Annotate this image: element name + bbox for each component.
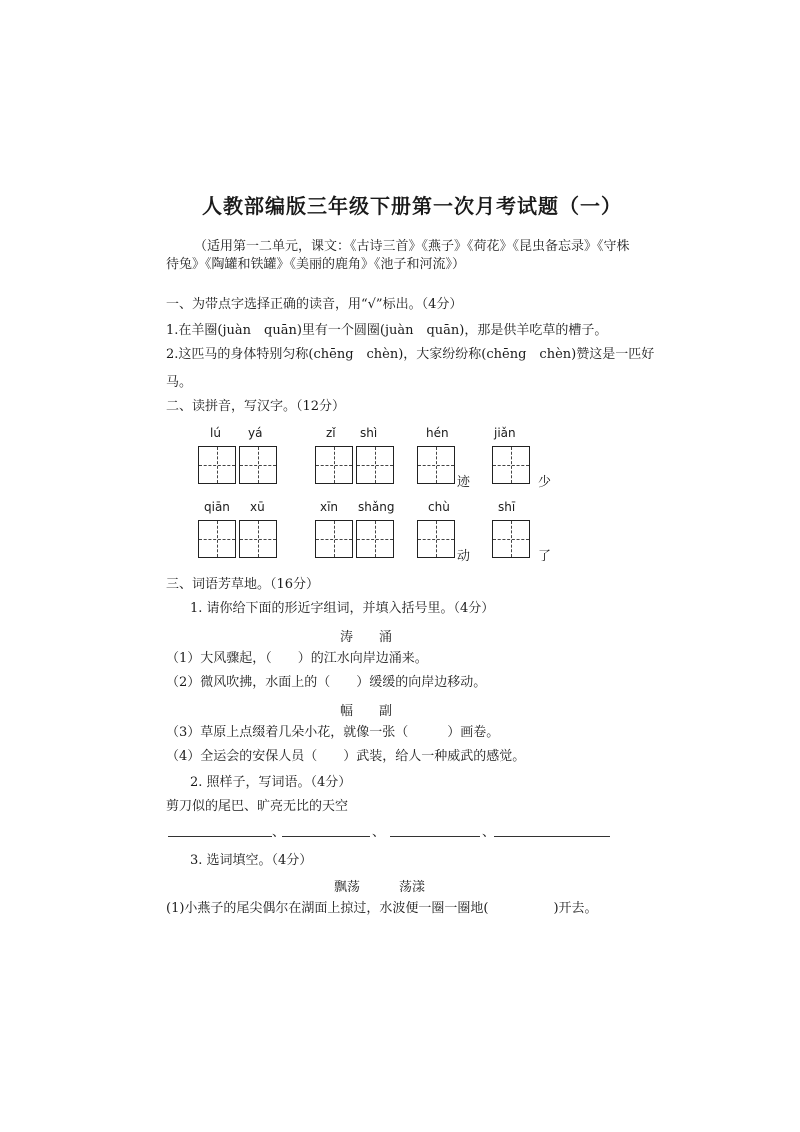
q3-item-2: （2）微风吹拂，水面上的（ ）缓缓的向岸边移动。 — [166, 675, 487, 690]
pinyin: qiān — [204, 500, 230, 514]
q3-item-3: （3）草原上点缀着几朵小花，就像一张（ ）画卷。 — [166, 725, 500, 740]
word-pair-2: 幅 副 — [340, 704, 393, 719]
scope-line-1: （适用第一二单元，课文：《古诗三首》《燕子》《荷花》《昆虫备忘录》《守株 — [194, 239, 630, 254]
q3-sub3-heading: 3. 选词填空。（4分） — [190, 853, 313, 868]
word-pair-1: 涛 涌 — [340, 630, 393, 645]
box-suffix: 动 — [457, 549, 471, 564]
writing-box[interactable] — [417, 520, 455, 558]
q3-item-1: （1）大风骤起，（ ）的江水向岸边涌来。 — [166, 651, 428, 666]
q3-item-4: （4）全运会的安保人员（ ）武装，给人一种威武的感觉。 — [166, 749, 526, 764]
q3-sub3-item-1: (1)小燕子的尾尖偶尔在湖面上掠过，水波便一圈一圈地( )开去。 — [166, 901, 598, 916]
separator: 、 — [372, 825, 386, 840]
pinyin: hén — [426, 426, 449, 440]
separator: 、 — [272, 825, 286, 840]
q3-heading: 三、词语芳草地。（16分） — [166, 577, 320, 592]
pinyin: xū — [250, 500, 265, 514]
q1-heading: 一、为带点字选择正确的读音，用“√”标出。（4分） — [166, 297, 463, 312]
writing-box[interactable] — [198, 520, 236, 558]
q1-line-2: 2.这匹马的身体特别匀称(chēng chèn)，大家纷纷称(chēng chèn)赞这是一匹好 — [166, 347, 655, 362]
box-suffix: 少 — [538, 475, 552, 490]
writing-box[interactable] — [356, 446, 394, 484]
pinyin: shì — [360, 426, 378, 440]
pinyin: lú — [210, 426, 221, 440]
writing-box[interactable] — [492, 520, 530, 558]
box-suffix: 了 — [538, 549, 552, 564]
writing-box[interactable] — [315, 446, 353, 484]
writing-box[interactable] — [239, 446, 277, 484]
separator: 、 — [482, 825, 496, 840]
answer-line[interactable] — [494, 836, 610, 837]
answer-line[interactable] — [168, 836, 272, 837]
q3-sub1-heading: 1. 请你给下面的形近字组词，并填入括号里。（4分） — [190, 601, 495, 616]
q3-sub2-heading: 2. 照样子，写词语。（4分） — [190, 775, 352, 790]
q2-heading: 二、读拼音，写汉字。（12分） — [166, 399, 346, 414]
pinyin: shǎng — [358, 500, 395, 514]
word-choices: 飘荡 荡漾 — [334, 880, 426, 895]
writing-box[interactable] — [492, 446, 530, 484]
writing-box[interactable] — [239, 520, 277, 558]
answer-line[interactable] — [282, 836, 370, 837]
pinyin: chù — [428, 500, 450, 514]
pinyin: yá — [248, 426, 263, 440]
page-title: 人教部编版三年级下册第一次月考试题（一） — [202, 194, 622, 218]
writing-box[interactable] — [315, 520, 353, 558]
pinyin: shī — [498, 500, 516, 514]
writing-box[interactable] — [356, 520, 394, 558]
q1-line-3: 马。 — [166, 375, 193, 390]
pinyin: xīn — [320, 500, 339, 514]
writing-box[interactable] — [198, 446, 236, 484]
scope-line-2: 待兔》《陶罐和铁罐》《美丽的鹿角》《池子和河流》） — [166, 257, 466, 272]
q3-sub2-example: 剪刀似的尾巴、旷亮无比的天空 — [166, 799, 349, 814]
q1-line-1: 1.在羊圈(juàn quān)里有一个圆圈(juàn quān)，那是供羊吃草的槽子。 — [166, 323, 608, 338]
pinyin: jiǎn — [494, 426, 516, 440]
box-suffix: 迹 — [457, 475, 471, 490]
pinyin: zǐ — [326, 426, 336, 440]
writing-box[interactable] — [417, 446, 455, 484]
answer-line[interactable] — [390, 836, 480, 837]
